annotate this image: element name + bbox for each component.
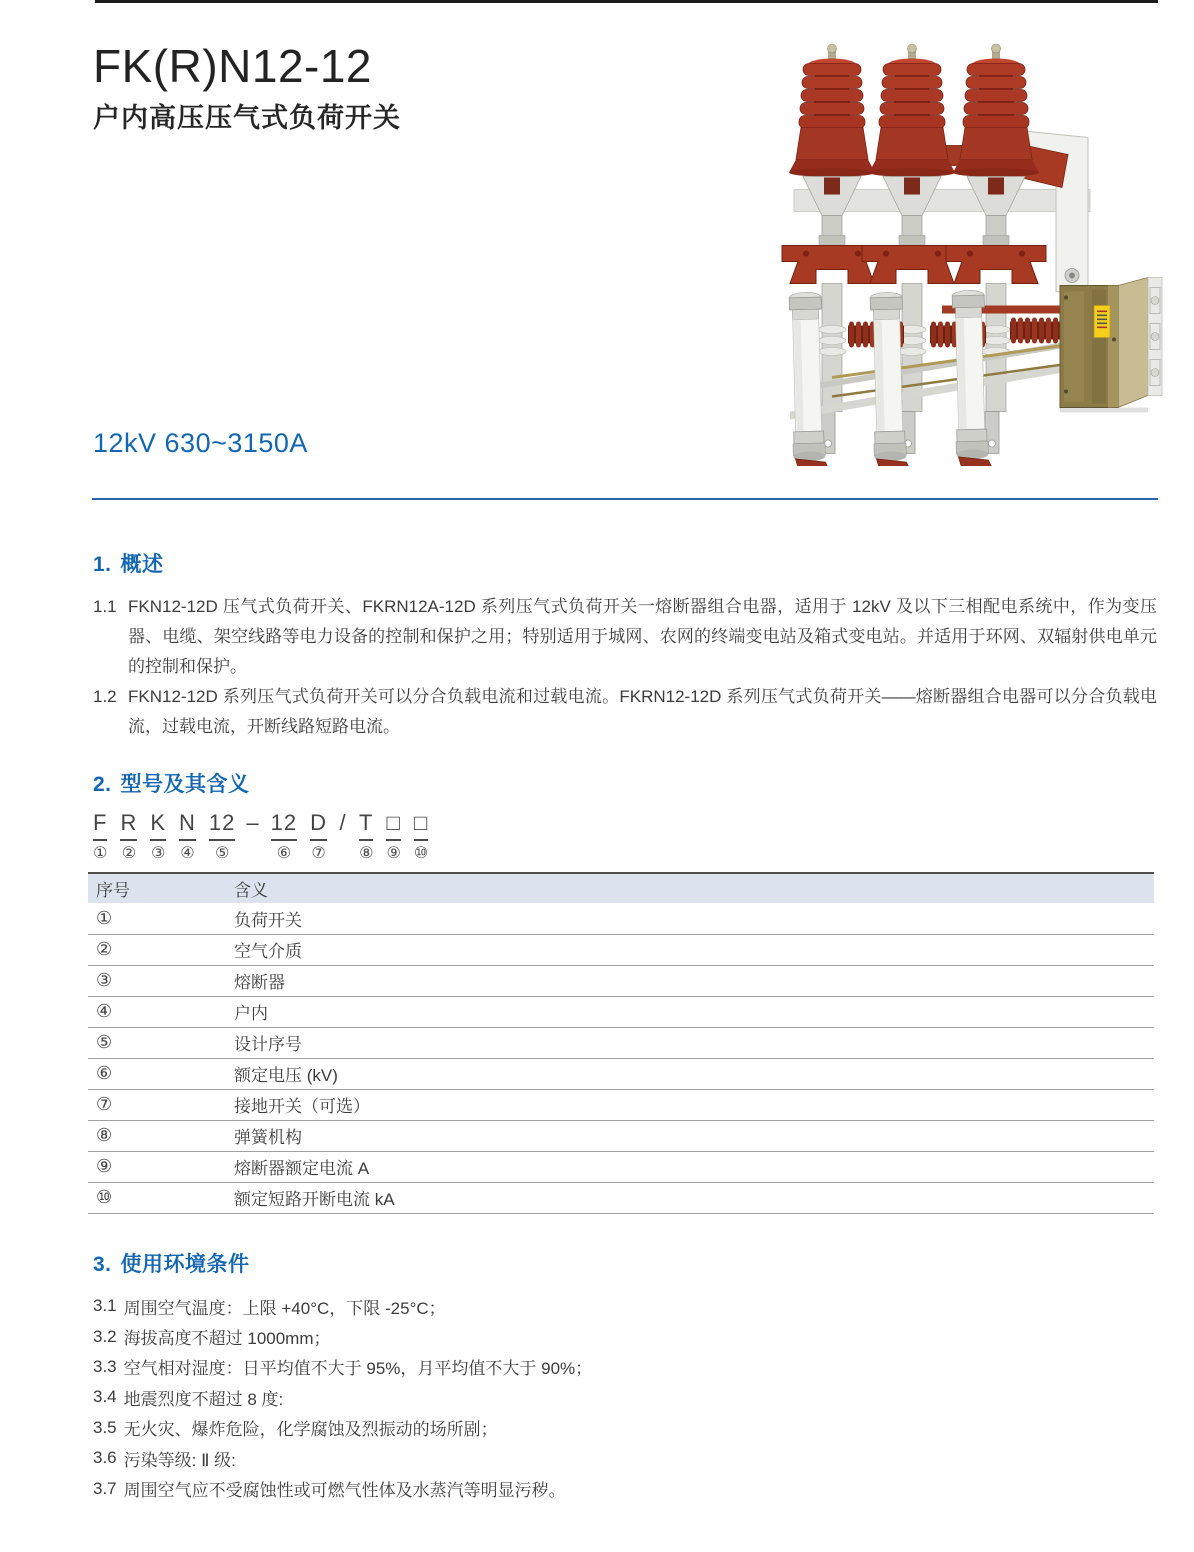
rating-text: 12kV 630~3150A [93, 428, 308, 458]
heading-number: 2. [93, 773, 112, 796]
column-header-index: 序号 [96, 881, 130, 900]
designation-item [310, 810, 327, 863]
environment-item [93, 1443, 1157, 1473]
table-row [88, 1120, 1154, 1151]
paragraph-text: FKN12-12D 系列压气式负荷开关可以分合负载电流和过载电流。FKRN12-12D 系列压气式负荷开关——熔断器组合电器可以分合负载电流，过载电流，开断线路短路电流。 [128, 687, 1157, 736]
cell-meaning: 设计序号 [234, 1035, 302, 1054]
item-number: 3.3 [93, 1356, 117, 1376]
designation-index: ② [121, 845, 137, 862]
table-header-row [88, 873, 1154, 903]
item-text: 地震烈度不超过 8 度: [123, 1389, 284, 1409]
cell-meaning: 额定短路开断电流 kA [234, 1190, 395, 1209]
table-row [88, 996, 1154, 1027]
overview-paragraph [93, 682, 1157, 742]
item-number: 3.7 [93, 1478, 117, 1498]
overview-paragraphs [93, 592, 1157, 742]
designation-item [359, 810, 373, 863]
designation-item [414, 810, 428, 863]
table-row [88, 1151, 1154, 1182]
heading-label: 概述 [120, 553, 164, 576]
heading-number: 3. [93, 1253, 112, 1276]
heading-label: 型号及其含义 [120, 773, 250, 796]
cell-index: ⑤ [96, 1032, 113, 1052]
designation-char: N [179, 810, 196, 835]
designation-underline [386, 839, 400, 841]
cell-index: ④ [96, 1001, 113, 1021]
model-designation [93, 810, 1157, 863]
designation-char: / [339, 810, 347, 835]
designation-underline [209, 839, 235, 841]
model-meaning-table [88, 872, 1154, 1214]
item-text: 无火灾、爆炸危险，化学腐蚀及烈振动的场所剧； [123, 1420, 498, 1440]
item-text: 污染等级: Ⅱ 级: [123, 1450, 236, 1470]
cell-meaning: 弹簧机构 [234, 1128, 302, 1147]
item-number: 3.4 [93, 1387, 117, 1407]
environment-item [93, 1291, 1157, 1321]
designation-underline [414, 839, 428, 841]
designation-index: ⑩ [413, 845, 429, 862]
model-heading [93, 768, 1157, 798]
designation-item [93, 810, 107, 863]
section-model [93, 768, 1157, 1214]
designation-item [386, 810, 400, 863]
designation-char: 12 [270, 810, 298, 835]
cell-index: ⑨ [96, 1156, 113, 1176]
cell-meaning: 空气介质 [234, 942, 302, 961]
designation-index: ③ [151, 845, 166, 862]
item-number: 3.2 [93, 1326, 117, 1346]
load-switch-illustration [772, 38, 1164, 466]
environment-item [93, 1473, 1157, 1503]
table-row [88, 965, 1154, 996]
cell-index: ⑥ [96, 1063, 113, 1083]
table-row [88, 1027, 1154, 1058]
cell-meaning: 熔断器 [234, 973, 285, 992]
designation-underline [150, 839, 166, 841]
designation-underline [179, 839, 196, 841]
designation-item [120, 810, 137, 863]
cell-index: ⑩ [96, 1187, 113, 1207]
designation-underline [93, 839, 107, 841]
header [93, 42, 753, 135]
designation-index: ⑧ [359, 845, 374, 862]
designation-char: □ [386, 810, 401, 835]
environment-list [93, 1291, 1157, 1504]
designation-index: ① [93, 845, 108, 862]
designation-item [246, 810, 259, 845]
heading-number: 1. [93, 553, 112, 576]
designation-index: ④ [180, 845, 195, 862]
paragraph-number: 1.1 [93, 597, 117, 616]
designation-char: F [93, 810, 108, 835]
table-row [88, 1058, 1154, 1089]
item-number: 3.5 [93, 1417, 117, 1437]
cell-index: ⑦ [96, 1094, 113, 1114]
table-row [88, 1182, 1154, 1213]
item-text: 周围空气应不受腐蚀性或可燃气性体及水蒸汽等明显污秽。 [123, 1481, 566, 1501]
paragraph-number: 1.2 [93, 687, 117, 706]
cell-meaning: 熔断器额定电流 A [234, 1159, 370, 1178]
designation-char: □ [413, 810, 429, 835]
item-text: 海拔高度不超过 1000mm； [123, 1329, 331, 1349]
product-photo [772, 38, 1164, 466]
cell-meaning: 接地开关（可选） [234, 1097, 370, 1116]
designation-index: ⑨ [386, 845, 401, 862]
page-subtitle: 户内高压压气式负荷开关 [93, 102, 401, 133]
designation-char: K [150, 810, 167, 835]
designation-item [209, 810, 235, 863]
paragraph-text: FKN12-12D 压气式负荷开关、FKRN12A-12D 系列压气式负荷开关一熔断器组合电器，适用于 12kV 及以下三相配电系统中，作为变压器、电缆、架空线路等电力设备的控制和保护之用；特别适用于城网、农网的终端变电站及箱式变电站。并适用于环网、双辐射供电单元的控制和保护。 [128, 597, 1157, 676]
designation-index: ⑤ [214, 845, 230, 862]
cell-meaning: 额定电压 (kV) [234, 1066, 338, 1085]
environment-item [93, 1413, 1157, 1443]
designation-underline [359, 839, 373, 841]
top-rule [95, 0, 1158, 3]
designation-char: R [120, 810, 138, 835]
designation-char: – [246, 810, 260, 835]
overview-paragraph [93, 592, 1157, 682]
environment-item [93, 1321, 1157, 1351]
cell-meaning: 户内 [234, 1004, 268, 1023]
cell-index: ① [96, 907, 113, 928]
table-row [88, 1089, 1154, 1120]
cell-meaning: 负荷开关 [234, 910, 302, 930]
designation-underline [120, 839, 137, 841]
table-row [88, 903, 1154, 934]
designation-item [271, 810, 297, 863]
designation-index: ⑦ [311, 845, 326, 862]
designation-char: T [359, 810, 374, 835]
designation-item [150, 810, 166, 863]
environment-heading [93, 1248, 1157, 1278]
designation-char: 12 [208, 810, 236, 835]
item-text: 空气相对湿度：日平均值不大于 95%，月平均值不大于 90%； [123, 1359, 593, 1379]
designation-char: D [310, 810, 328, 835]
designation-item [179, 810, 196, 863]
page-title: FK(R)N12-12 [93, 40, 373, 92]
designation-index: ⑥ [276, 845, 292, 862]
designation-underline [271, 839, 297, 841]
section-environment [93, 1248, 1157, 1504]
environment-item [93, 1382, 1157, 1412]
section-overview [93, 548, 1157, 742]
designation-item [338, 810, 348, 845]
designation-underline [310, 839, 327, 841]
cell-index: ② [96, 939, 113, 959]
heading-label: 使用环境条件 [120, 1253, 250, 1276]
table-row [88, 934, 1154, 965]
section-divider [92, 498, 1158, 500]
cell-index: ⑧ [96, 1125, 113, 1145]
column-header-meaning: 含义 [234, 881, 268, 900]
cell-index: ③ [96, 970, 113, 990]
environment-item [93, 1352, 1157, 1382]
item-text: 周围空气温度：上限 +40°C，下限 -25°C； [123, 1298, 446, 1318]
overview-heading [93, 548, 1157, 578]
item-number: 3.1 [93, 1296, 117, 1316]
item-number: 3.6 [93, 1448, 117, 1468]
